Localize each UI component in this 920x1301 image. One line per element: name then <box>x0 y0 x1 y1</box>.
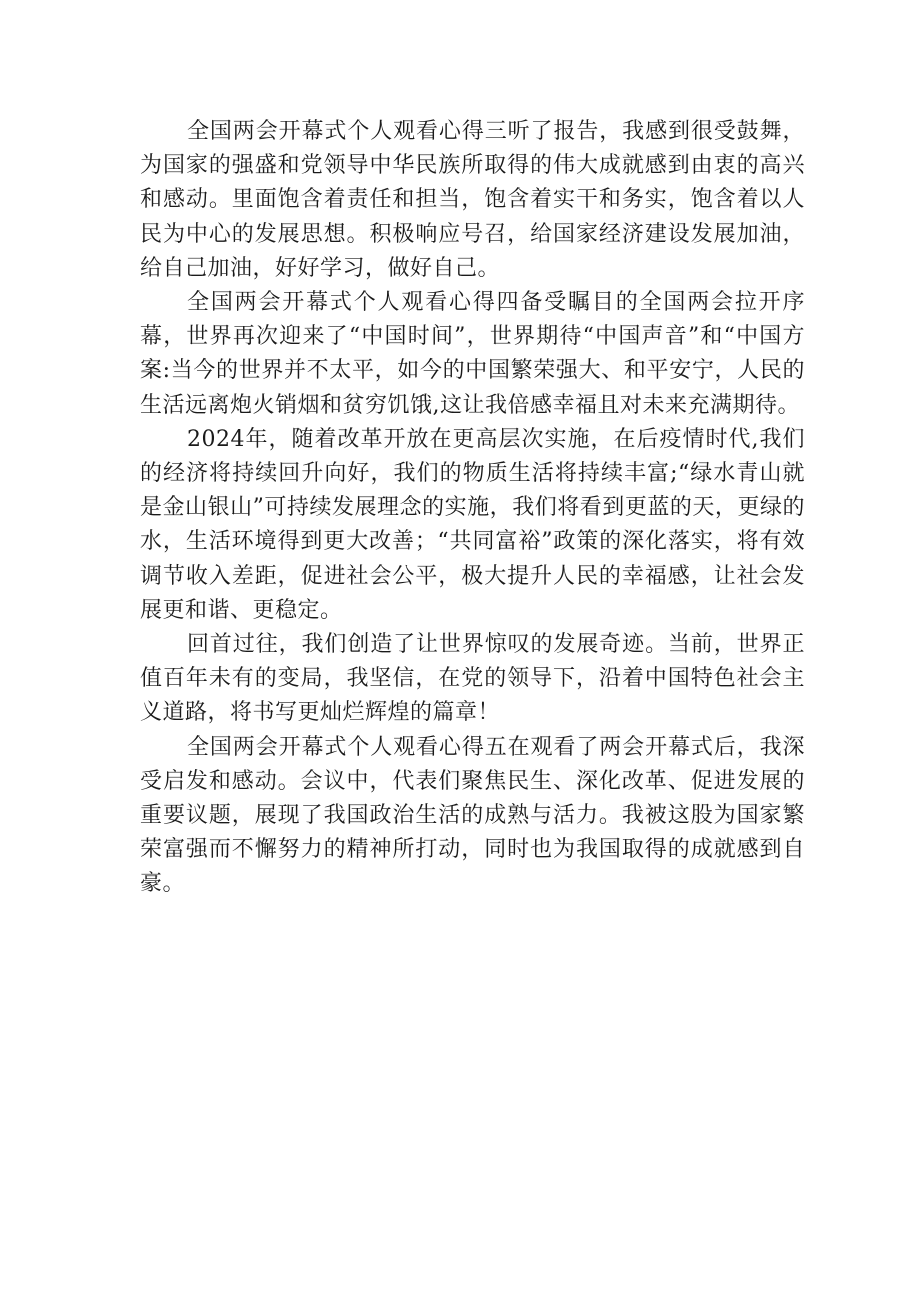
document-body <box>140 115 805 902</box>
paragraph-4: 回首过往，我们创造了让世界惊叹的发展奇迹。当前，世界正值百年未有的变局，我坚信，在党的领导下，沿着中国特色社会主义道路，将书写更灿烂辉煌的篇章！ <box>140 632 805 726</box>
paragraph-1: 全国两会开幕式个人观看心得三听了报告，我感到很受鼓舞，为国家的强盛和党领导中华民族所取得的伟大成就感到由衷的高兴和感动。里面饱含着责任和担当，饱含着实干和务实，饱含着以人民为中心的发展思想。积极响应号召，给国家经济建设发展加油，给自己加油，好好学习，做好自己。 <box>140 119 805 281</box>
paragraph-3: 2024年，随着改革开放在更高层次实施，在后疫情时代,我们的经济将持续回升向好，我们的物质生活将持续丰富;“绿水青山就是金山银山”可持续发展理念的实施，我们将看到更蓝的天，更绿的水，生活环境得到更大改善；“共同富裕”政策的深化落实，将有效调节收入差距，促进社会公平，极大提升人民的幸福感，让社会发展更和谐、更稳定。 <box>140 426 805 623</box>
paragraph-2: 全国两会开幕式个人观看心得四备受瞩目的全国两会拉开序幕，世界再次迎来了“中国时间”，世界期待“中国声音”和“中国方案:当今的世界并不太平，如今的中国繁荣强大、和平安宁，人民的生活远离炮火销烟和贫穷饥饿,这让我倍感幸福且对未来充满期待。 <box>140 290 805 418</box>
paragraph-5: 全国两会开幕式个人观看心得五在观看了两会开幕式后，我深受启发和感动。会议中，代表们聚焦民生、深化改革、促进发展的重要议题，展现了我国政治生活的成熟与活力。我被这股为国家繁荣富强而不懈努力的精神所打动，同时也为我国取得的成就感到自豪。 <box>140 734 805 897</box>
